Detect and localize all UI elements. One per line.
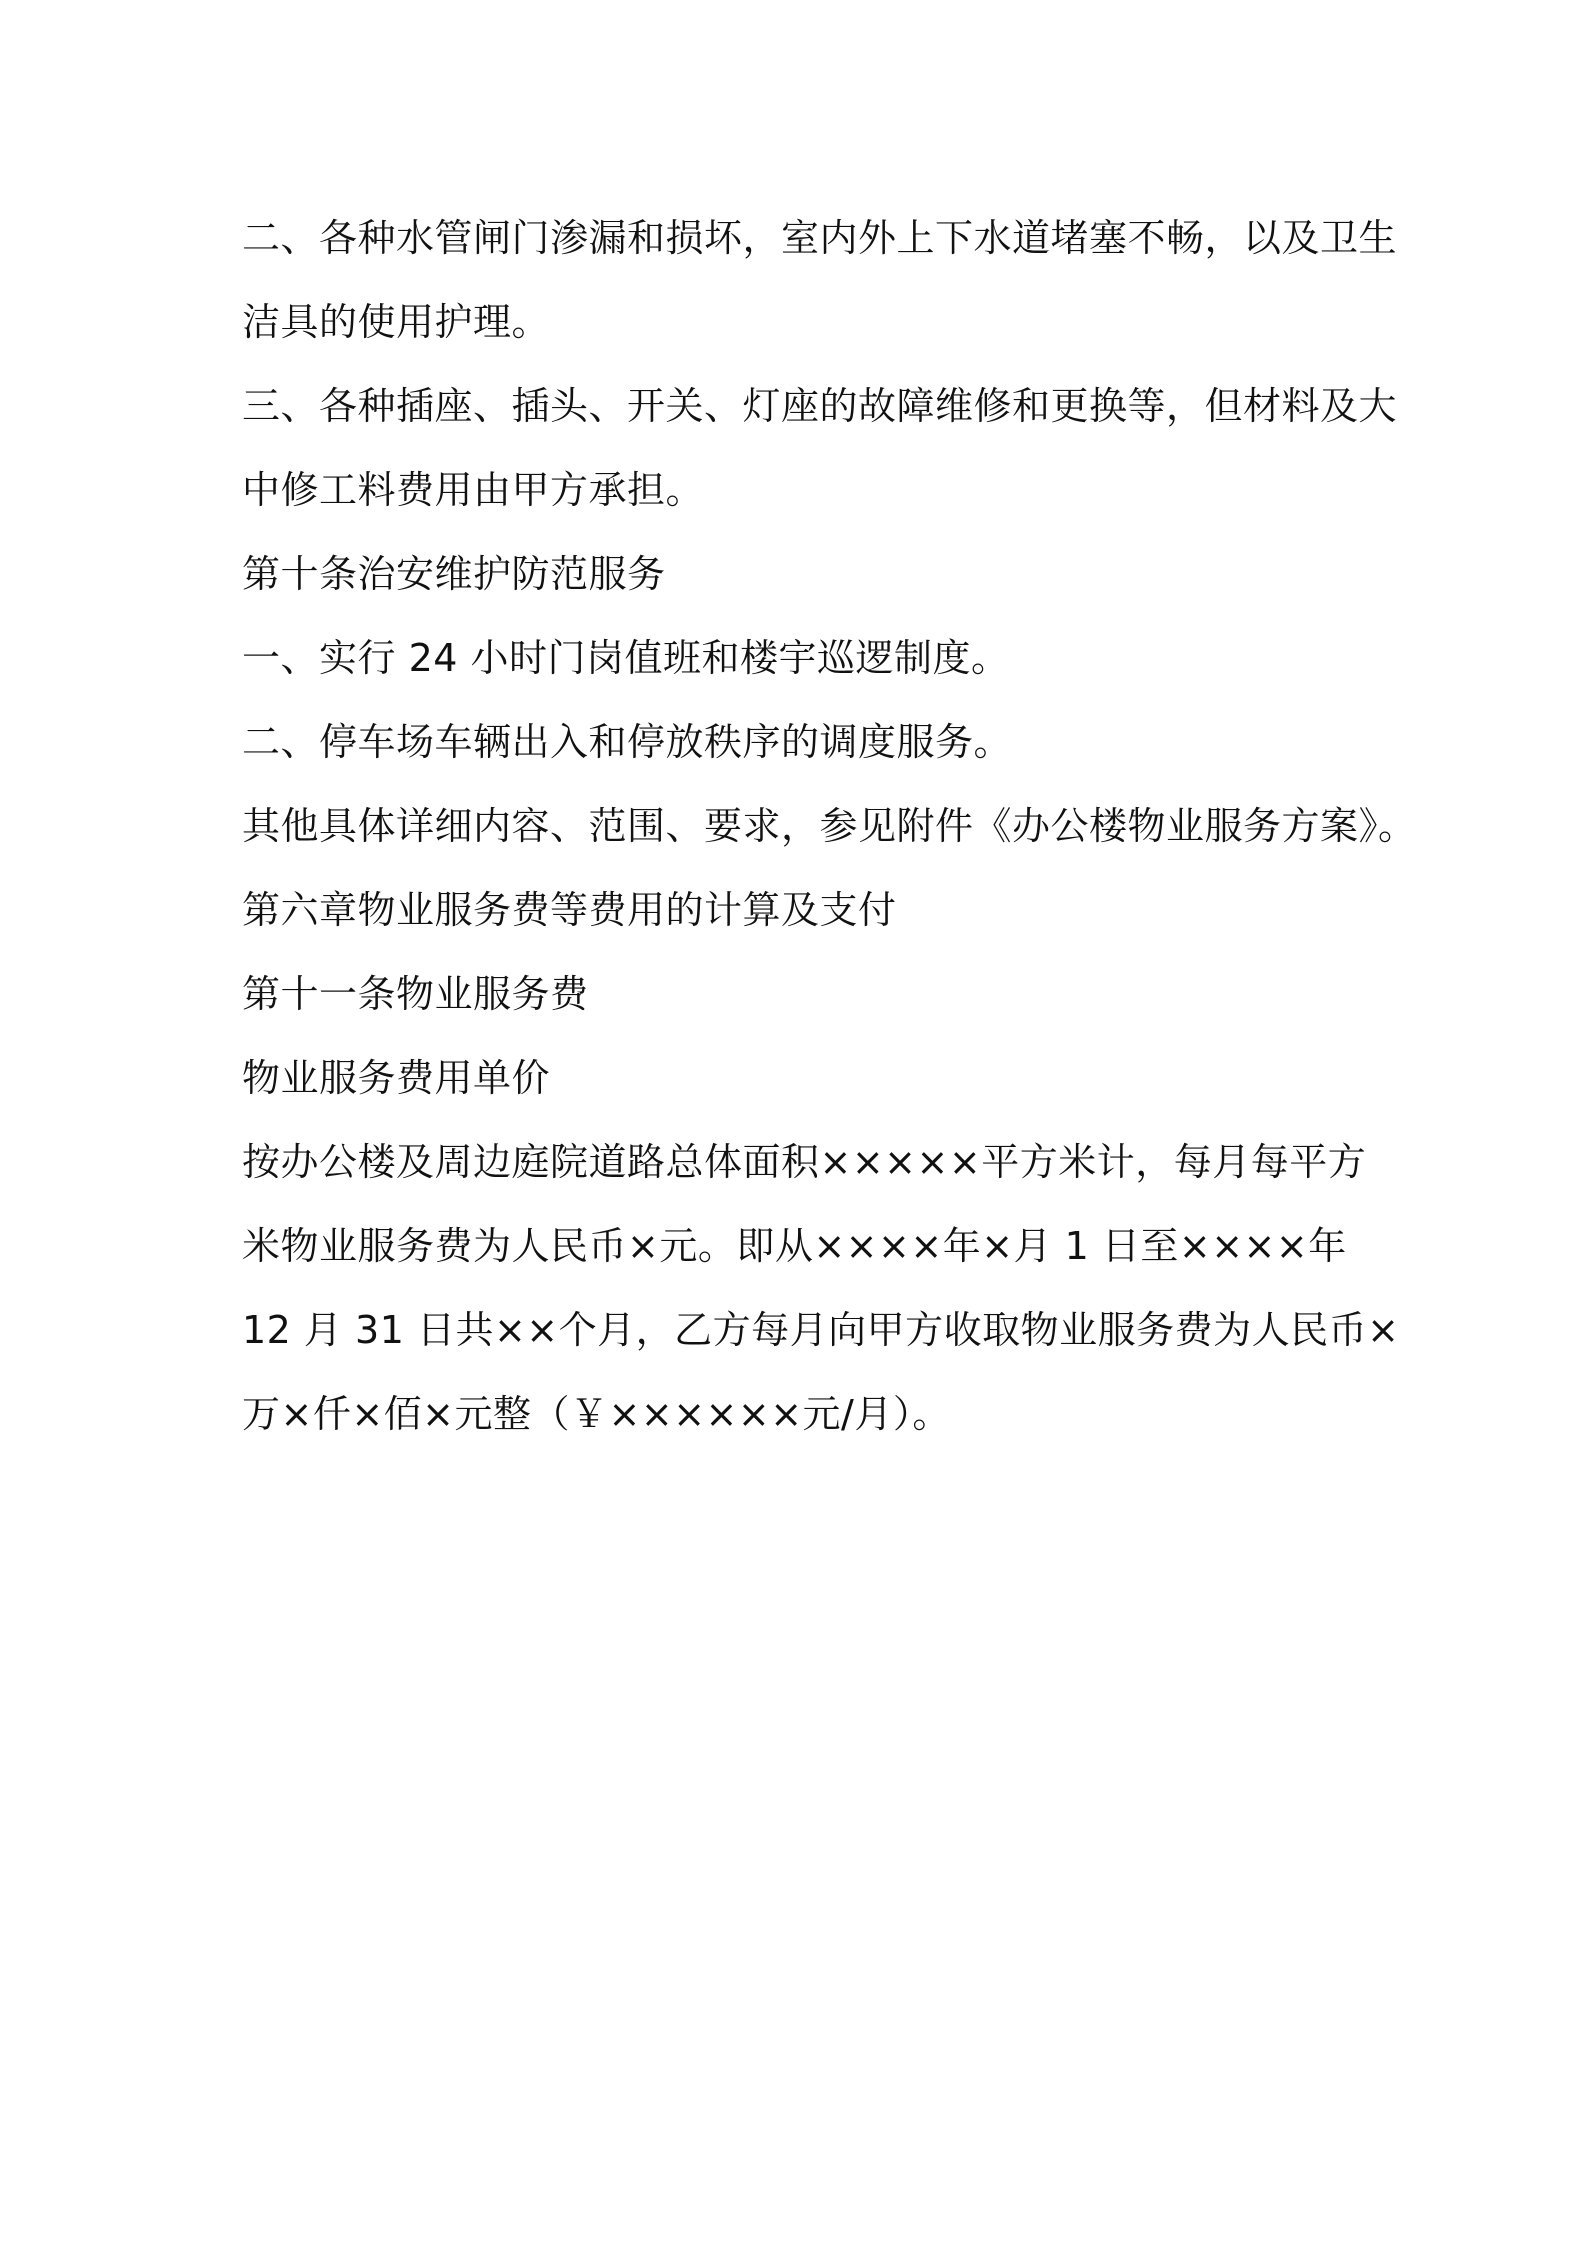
paragraph-line: 二、停车场车辆出入和停放秩序的调度服务。	[242, 720, 1013, 764]
paragraph-line: 米物业服务费为人民币×元。即从××××年×月 1 日至××××年	[242, 1224, 1347, 1268]
paragraph-line: 中修工料费用由甲方承担。	[242, 468, 705, 512]
document-body	[242, 196, 1417, 1456]
section-heading: 第十条治安维护防范服务	[242, 552, 666, 596]
paragraph-line: 万×仟×佰×元整（￥××××××元/月）。	[242, 1392, 951, 1436]
paragraph-line: 三、各种插座、插头、开关、灯座的故障维修和更换等，但材料及大	[242, 384, 1398, 428]
paragraph-line: 一、实行 24 小时门岗值班和楼宇巡逻制度。	[242, 636, 1010, 680]
chapter-heading: 第六章物业服务费等费用的计算及支付	[242, 888, 897, 932]
paragraph-line: 其他具体详细内容、范围、要求，参见附件《办公楼物业服务方案》。	[242, 804, 1417, 848]
section-heading: 第十一条物业服务费	[242, 972, 589, 1016]
subsection-heading: 物业服务费用单价	[242, 1056, 551, 1100]
paragraph-line: 按办公楼及周边庭院道路总体面积×××××平方米计，每月每平方	[242, 1140, 1367, 1184]
paragraph-line: 洁具的使用护理。	[242, 300, 551, 344]
paragraph-line: 12 月 31 日共××个月，乙方每月向甲方收取物业服务费为人民币×	[242, 1308, 1400, 1352]
paragraph-line: 二、各种水管闸门渗漏和损坏，室内外上下水道堵塞不畅，以及卫生	[242, 216, 1398, 260]
